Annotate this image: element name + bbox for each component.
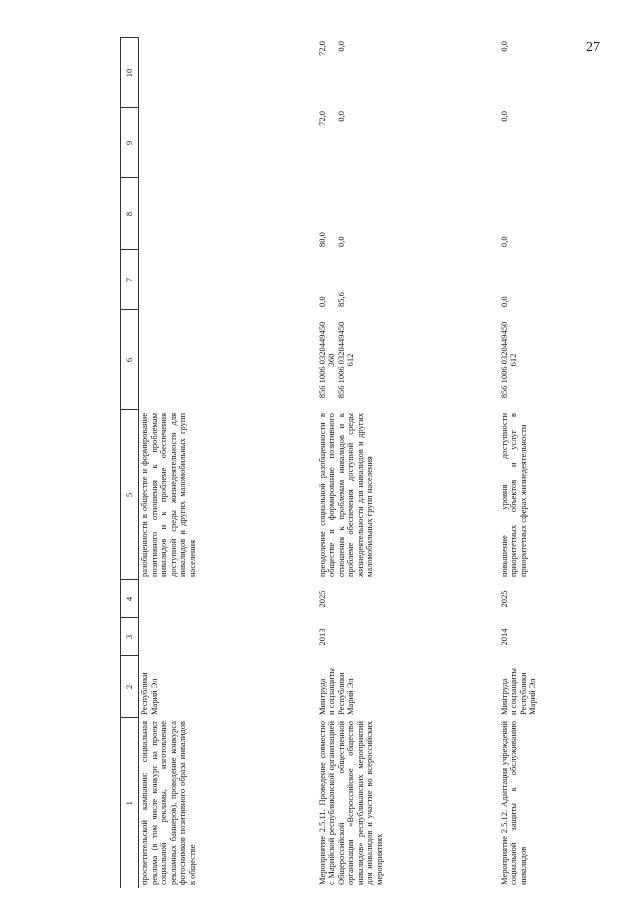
executor-cell: Минтруда и соцзащиты Республики Марий Эл (316, 668, 356, 715)
value-cell-8: 0,0 (498, 236, 509, 247)
value-cell-10: 72,0 0,0 (316, 41, 346, 56)
col-10-number: 10 (121, 38, 139, 108)
page-number: 27 (586, 40, 600, 55)
start-year-cell: 2013 (316, 628, 327, 646)
result-cell: разобщенности в обществе и формирование позитивного отношения к проблемам инвалидов и к проблеме обеспечения доступной среды жизнедеятельности для инвалидов и других маломобильных групп населения (139, 413, 197, 577)
value-cell-9: 0,0 (498, 111, 509, 122)
measure-cell: просветительской кампании: социальная реклама (в том числе конкурс на проект социальной рекламы, изготовление рекламных баннеров), проведение конкурса фотоснимков позитивного образа инвалидов в обществе (139, 721, 197, 885)
measure-cell: Мероприятие 2.5.12. Адаптация учреждений социальной защиты к обслуживанию инвалидов (498, 721, 528, 885)
value-cell-7: 0,0 (498, 296, 509, 307)
end-year-cell: 2025 (498, 590, 509, 608)
value-cell-10: 0,0 (498, 41, 509, 52)
value-cell-8: 80,0 0,0 (316, 232, 346, 247)
col-8-number: 8 (121, 178, 139, 250)
table-row (317, 38, 499, 888)
col-5-number: 5 (121, 410, 139, 580)
measure-cell: Мероприятие 2.5.11. Проведение совместно с Марийской республиканской организацией Общероссийской общественной организации «Всероссийское общество инвалидов» республиканских мероприятий для инвалидов и участие во всероссийских мероприятиях (316, 721, 384, 885)
kbk-cell (139, 310, 317, 410)
result-cell: повышение уровня доступности приоритетных объектов и услуг в приоритетных сферах жизнедеятельности (498, 413, 528, 577)
result-cell: преодоление социальной разобщенности в обществе и формирование позитивного отношения к проблемам инвалидов и к проблеме обеспечения доступной среды жизнедеятельности для инвалидов и других маломобильных групп населения (316, 413, 375, 577)
col-2-number: 2 (121, 656, 139, 718)
col-4-number: 4 (121, 580, 139, 618)
col-6-number: 6 (121, 310, 139, 410)
value-cell-7 (139, 250, 317, 310)
executor-cell: Республики Марий Эл (139, 672, 159, 715)
landscape-table-area (120, 38, 630, 888)
executor-cell: Минтруда и соцзащиты Республики Марий Эл (498, 668, 538, 715)
col-9-number: 9 (121, 108, 139, 178)
col-1-number: 1 (121, 718, 139, 888)
value-cell-9: 72,0 0,0 (316, 111, 346, 126)
program-table (120, 38, 579, 889)
value-cell-7: 0,0 85,6 (316, 292, 346, 307)
value-cell-8 (139, 178, 317, 250)
table-row (139, 38, 317, 888)
table-row (499, 38, 579, 888)
kbk-cell: 856 1006 0320449450 360 856 1006 0320449450 612 (316, 321, 356, 399)
col-3-number: 3 (121, 618, 139, 656)
col-7-number: 7 (121, 250, 139, 310)
value-cell-10 (139, 38, 317, 108)
value-cell-9 (139, 108, 317, 178)
column-number-row (121, 38, 139, 888)
start-year-cell (139, 618, 317, 656)
end-year-cell (139, 580, 317, 618)
start-year-cell: 2014 (498, 628, 509, 646)
kbk-cell: 856 1006 0320449450 612 (498, 321, 519, 399)
end-year-cell: 2025 (316, 590, 327, 608)
